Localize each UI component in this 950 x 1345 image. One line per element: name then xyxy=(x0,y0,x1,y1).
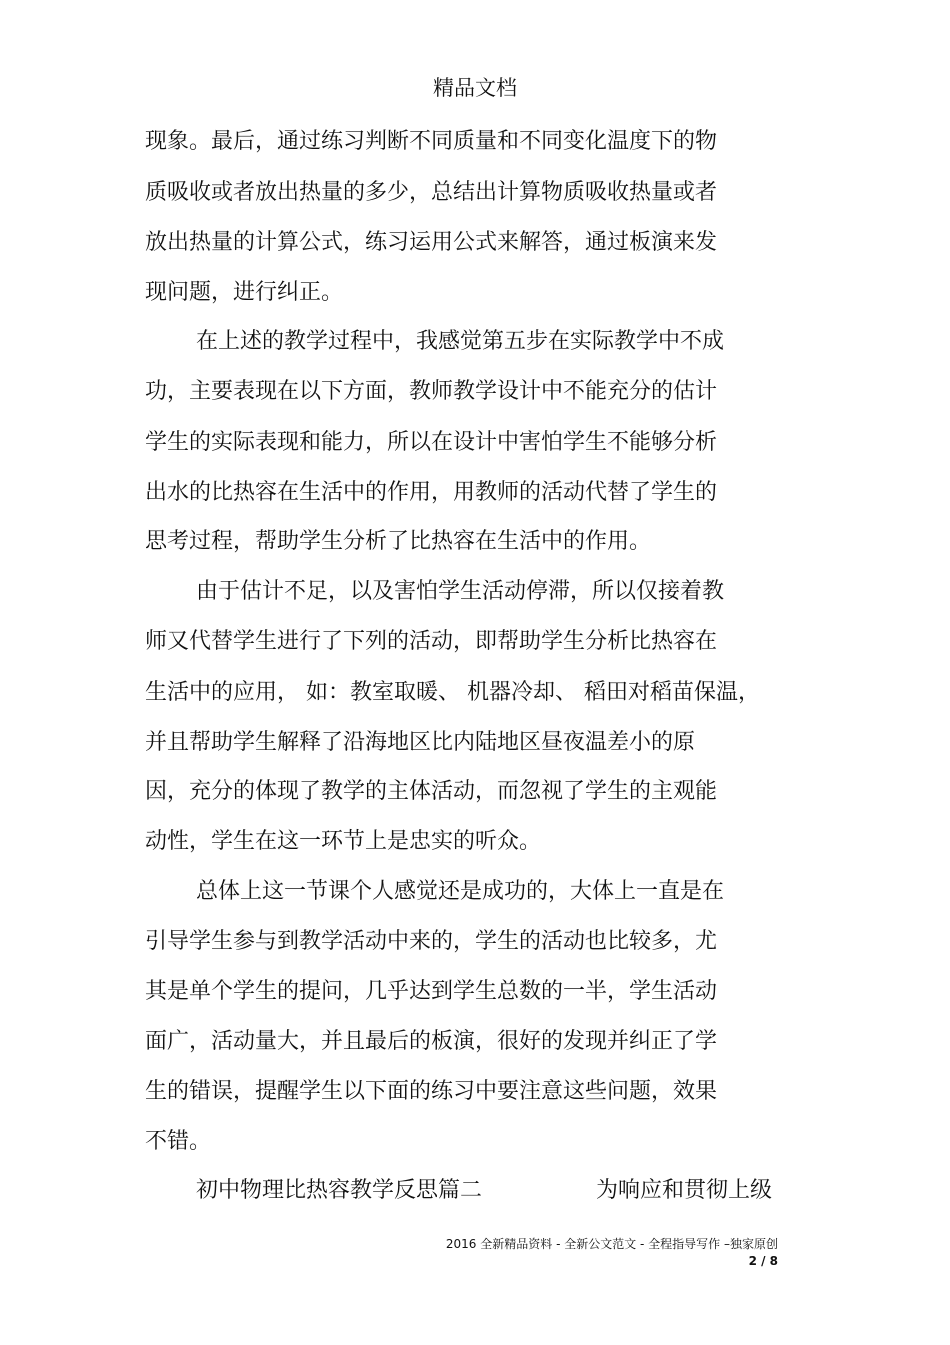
body-line: 师又代替学生进行了下列的活动，即帮助学生分析比热容在 xyxy=(145,629,718,654)
body-line: 在上述的教学过程中，我感觉第五步在实际教学中不成 xyxy=(196,329,725,354)
body-line: 其是单个学生的提问，几乎达到学生总数的一半，学生活动 xyxy=(145,979,718,1004)
body-line: 思考过程，帮助学生分析了比热容在生活中的作用。 xyxy=(145,529,652,554)
body-line: 现问题，进行纠正。 xyxy=(145,280,344,305)
body-line: 学生的实际表现和能力，所以在设计中害怕学生不能够分析 xyxy=(145,430,718,455)
body-line: 生活中的应用， 如：教室取暖、 机器冷却、 稻田对稻苗保温， xyxy=(145,680,760,705)
body-line: 动性，学生在这一环节上是忠实的听众。 xyxy=(145,829,542,854)
body-line: 因，充分的体现了教学的主体活动，而忽视了学生的主观能 xyxy=(145,779,718,804)
body-line: 面广，活动量大，并且最后的板演，很好的发现并纠正了学 xyxy=(145,1029,718,1054)
body-line: 质吸收或者放出热量的多少，总结出计算物质吸收热量或者 xyxy=(145,180,718,205)
body-line: 并且帮助学生解释了沿海地区比内陆地区昼夜温差小的原 xyxy=(145,730,696,755)
body-line: 不错。 xyxy=(145,1129,212,1154)
body-line: 引导学生参与到教学活动中来的，学生的活动也比较多，尤 xyxy=(145,929,718,954)
body-line: 出水的比热容在生活中的作用，用教师的活动代替了学生的 xyxy=(145,480,718,505)
page-number: 2 / 8 xyxy=(748,1254,778,1268)
section-heading: 初中物理比热容教学反思篇二 xyxy=(196,1178,483,1203)
section-continuation: 为响应和贯彻上级 xyxy=(596,1178,773,1203)
body-line: 总体上这一节课个人感觉还是成功的，大体上一直是在 xyxy=(196,879,725,904)
body-line: 功，主要表现在以下方面，教师教学设计中不能充分的估计 xyxy=(145,379,718,404)
body-line: 放出热量的计算公式，练习运用公式来解答，通过板演来发 xyxy=(145,230,718,255)
page-footer-text: 2016 全新精品资料 - 全新公文范文 - 全程指导写作 –独家原创 xyxy=(445,1237,778,1251)
body-line: 由于估计不足，以及害怕学生活动停滞，所以仅接着教 xyxy=(196,579,725,604)
body-line: 现象。最后，通过练习判断不同质量和不同变化温度下的物 xyxy=(145,129,718,154)
page-header-title: 精品文档 xyxy=(433,76,517,100)
body-line: 生的错误，提醒学生以下面的练习中要注意这些问题，效果 xyxy=(145,1079,718,1104)
